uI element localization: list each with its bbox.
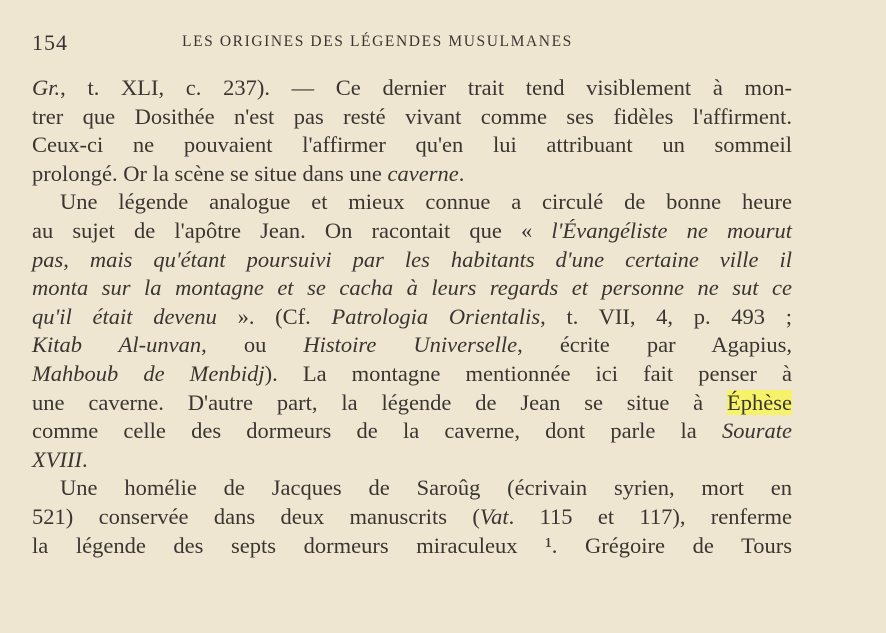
text-run: la légende des septs dormeurs miraculeux ¹. Grégoire de Tours xyxy=(32,532,792,558)
text-run: Une légende analogue et mieux connue a circulé de bonne heure xyxy=(60,189,792,215)
text-run: 521) conservée dans deux manuscrits ( xyxy=(32,503,480,529)
text-run: prolongé. Or la scène se situe dans une xyxy=(32,160,388,186)
text-run: , t. XLI, c. 237). — Ce dernier trait tend visiblement à mon- xyxy=(60,75,792,100)
text-run: , t. VII, 4, p. 493 ; xyxy=(540,303,793,329)
italic-text: Patrologia Orientalis xyxy=(331,303,541,329)
highlighted-word: Éphèse xyxy=(727,389,792,415)
text-line xyxy=(32,474,792,503)
text-line xyxy=(32,274,792,303)
text-line xyxy=(32,217,792,246)
italic-text: l'Évangéliste ne mourut xyxy=(551,217,792,243)
text-line xyxy=(32,417,792,446)
text-run: une caverne. D'autre part, la légende de Jean se situe à xyxy=(32,389,728,415)
text-line xyxy=(32,331,792,360)
text-line xyxy=(32,74,792,103)
text-run: ). La montagne mentionnée ici fait penser à xyxy=(264,360,793,386)
page-header xyxy=(32,30,792,60)
italic-text: XVIII xyxy=(32,446,82,472)
italic-text: Histoire Universelle xyxy=(303,332,518,358)
text-run: ». (Cf. xyxy=(216,303,332,329)
text-run: , ou xyxy=(201,332,304,358)
italic-text: monta sur la montagne et se cacha à leurs regards et personne ne sut ce xyxy=(32,275,792,301)
text-line xyxy=(32,532,792,561)
text-run: au sujet de l'apôtre Jean. On racontait que « xyxy=(32,217,552,243)
text-line xyxy=(32,360,792,389)
italic-text: Vat xyxy=(479,503,509,529)
text-line xyxy=(32,503,792,532)
text-line xyxy=(32,246,792,275)
text-line xyxy=(32,160,792,189)
text-run: , écrite par Agapius, xyxy=(517,332,793,358)
text-run: , xyxy=(63,246,90,272)
italic-text: Gr. xyxy=(32,75,61,100)
text-line xyxy=(32,188,792,217)
text-run: Ceux-ci ne pouvaient l'affirmer qu'en lui attribuant un sommeil xyxy=(32,132,792,158)
body-text xyxy=(32,74,792,560)
text-line xyxy=(32,446,792,475)
text-line xyxy=(32,303,792,332)
text-run: . xyxy=(458,160,465,186)
text-run: trer que Dosithée n'est pas resté vivant comme ses fidèles l'affirment. xyxy=(32,103,792,129)
italic-text: Mahboub de Menbidj xyxy=(32,360,265,386)
italic-text: qu'il était devenu xyxy=(32,303,217,329)
text-run: comme celle des dormeurs de la caverne, dont parle la xyxy=(32,418,722,444)
text-run: . xyxy=(81,446,88,472)
page-number: 154 xyxy=(32,30,68,55)
text-line xyxy=(32,389,792,418)
text-run: Une homélie de Jacques de Saroûg (écrivain syrien, mort en xyxy=(60,475,792,501)
text-line xyxy=(32,103,792,132)
italic-text: Sourate xyxy=(722,418,792,444)
italic-text: caverne xyxy=(387,160,459,186)
text-run: . 115 et 117), renferme xyxy=(508,503,792,529)
text-line xyxy=(32,131,792,160)
italic-text: pas xyxy=(32,246,64,272)
italic-text: mais qu'étant poursuivi par les habitants d'une certaine ville il xyxy=(89,246,792,272)
italic-text: Kitab Al-unvan xyxy=(32,332,202,358)
running-head: LES ORIGINES DES LÉGENDES MUSULMANES xyxy=(182,33,573,50)
